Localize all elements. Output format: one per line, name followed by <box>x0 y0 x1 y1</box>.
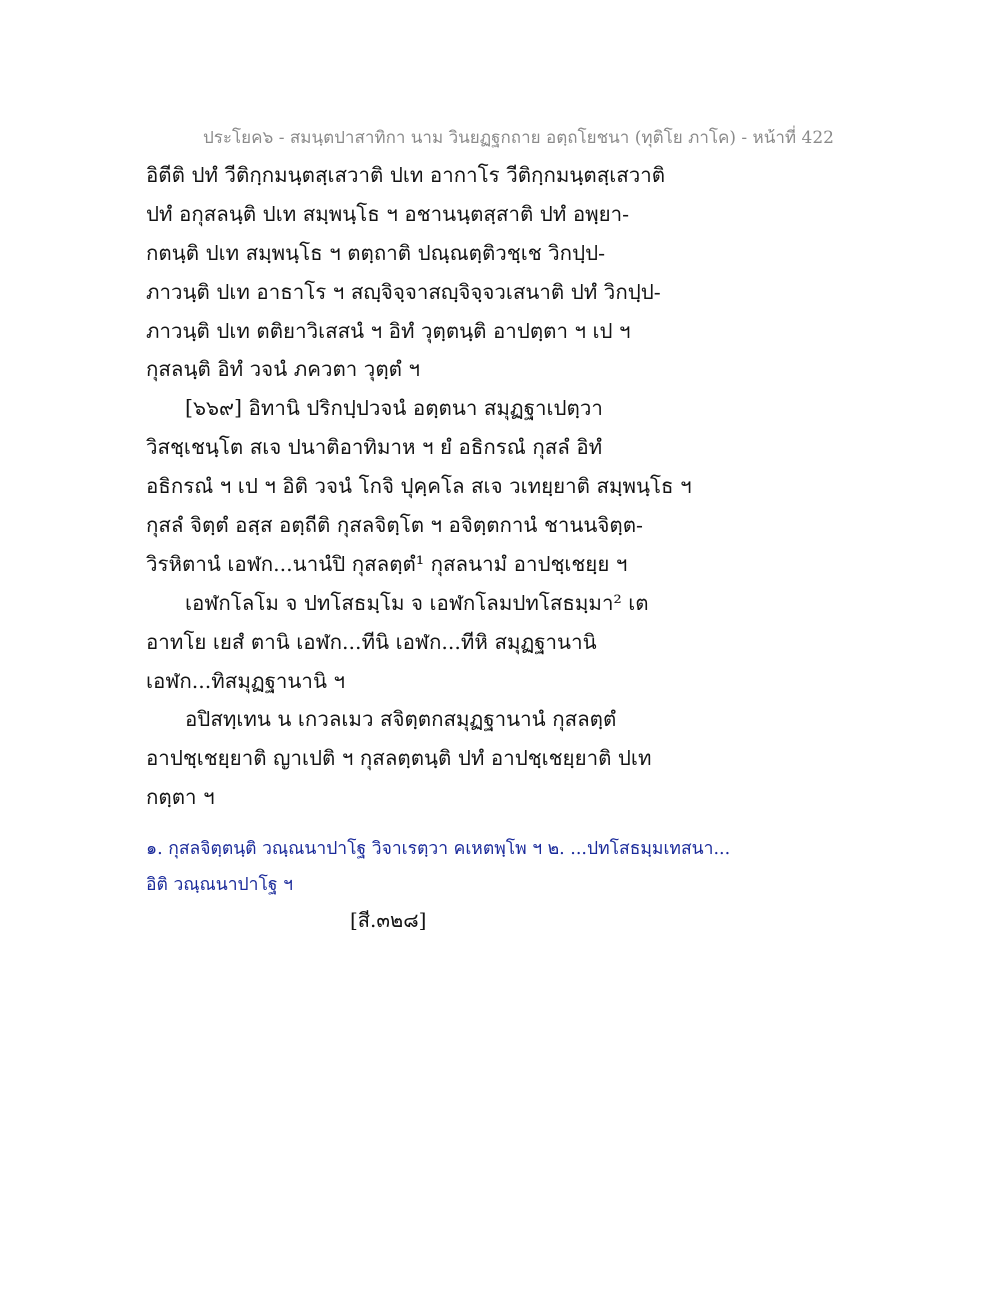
text-line: กตนฺติ ปเท สมฺพนฺโธ ฯ ตตฺถาติ ปณฺณตฺติวชฺเช วิกปฺป- <box>146 240 606 265</box>
paragraph-start-line: อปิสทฺเทน น เกวลเมว สจิตฺตกสมุฏฐานานํ กุสลตฺตํ <box>185 707 617 732</box>
footnote-line: ๑. กุสลจิตฺตนฺติ วณฺณนาปาโฐ วิจาเรตฺวา คเหตพฺโพ ฯ ๒. ...ปทโสธมฺมเทสนา... <box>146 839 731 859</box>
text-line: อธิกรณํ ฯ เป ฯ อิติ วจนํ โกจิ ปุคฺคโล สเจ วเทยฺยาติ สมฺพนฺโธ ฯ <box>146 474 692 499</box>
body-text <box>146 158 946 819</box>
text-line: วิรหิตานํ เอฬก...นานํปิ กุสลตฺตํ¹ กุสลนามํ อาปชฺเชยฺย ฯ <box>146 551 628 576</box>
text-line: กุสลนฺติ อิทํ วจนํ ภควตา วุตฺตํ ฯ <box>146 357 420 382</box>
text-line: อาทโย เยสํ ตานิ เอฬก...ทีนิ เอฬก...ทีหิ สมุฏฐานานิ <box>146 629 597 654</box>
text-line: ภาวนฺติ ปเท ตติยาวิเสสนํ ฯ อิทํ วุตฺตนฺติ อาปตฺตา ฯ เป ฯ <box>146 318 631 343</box>
text-line: เอฬก...ทิสมุฏฐานานิ ฯ <box>146 668 345 693</box>
paragraph-start-line: เอฬกโลโม จ ปทโสธมฺโม จ เอฬกโลมปทโสธมฺมา² เต <box>185 590 649 615</box>
text-line: อาปชฺเชยฺยาติ ญาเปติ ฯ กุสลตฺตนฺติ ปทํ อาปชฺเชยฺยาติ ปเท <box>146 746 652 771</box>
text-line: ปทํ อกุสลนฺติ ปเท สมฺพนฺโธ ฯ อชานนฺตสฺสาติ ปทํ อพฺยา- <box>146 201 630 226</box>
text-line: กุสลํ จิตฺตํ อสฺส อตฺถีติ กุสลจิตฺโต ฯ อจิตฺตกานํ ชานนจิตฺต- <box>146 513 643 538</box>
text-line: อิตีติ ปทํ วีติกฺกมนฺตสฺเสวาติ ปเท อากาโร วีติกฺกมนฺตสฺเสวาติ <box>146 163 666 187</box>
text-line: กตฺตา ฯ <box>146 785 215 810</box>
footnote-line: อิติ วณฺณนาปาโฐ ฯ <box>146 875 293 895</box>
page-reference: [สี.๓๒๘] <box>350 908 427 932</box>
text-line: วิสชฺเชนฺโต สเจ ปนาติอาทิมาห ฯ ยํ อธิกรณํ กุสลํ อิทํ <box>146 435 603 460</box>
page-header: ประโยค๖ - สมนฺตปาสาทิกา นาม วินยฏฐกถาย อตฺถโยชนา (ทุติโย ภาโค) - หน้าที่ 422 <box>203 128 834 148</box>
footnotes <box>146 834 966 906</box>
text-line: ภาวนฺติ ปเท อาธาโร ฯ สญฺจิจฺจาสญฺจิจฺจวเสนาติ ปทํ วิกปฺป- <box>146 279 661 304</box>
paragraph-start-line: [๖๖๙] อิทานิ ปริกปฺปวจนํ อตฺตนา สมุฏฐาเปตฺวา <box>185 396 603 421</box>
